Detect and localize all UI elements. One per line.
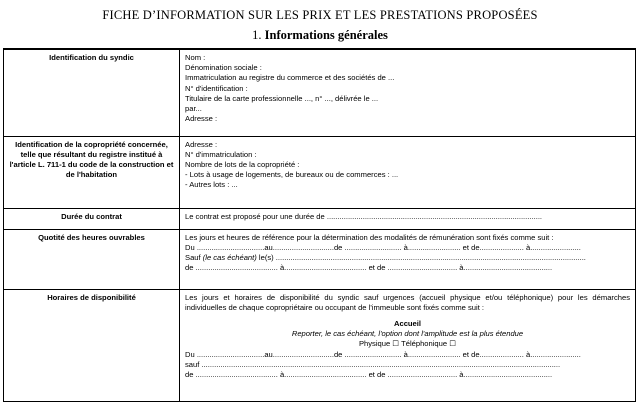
syndic-line: Dénomination sociale :	[185, 63, 262, 73]
label-horaires: Horaires de disponibilité	[4, 289, 180, 401]
horaires-sauf-line: sauf ..........................................................................................................................................................................	[185, 359, 561, 369]
sauf-suffix: le(s) ...................................................................................................................................................	[258, 252, 586, 262]
quotite-intro: Les jours et heures de référence pour la détermination des modalités de rémunération sont fixés comme suit :	[185, 232, 554, 242]
value-syndic	[180, 49, 636, 136]
syndic-line: Nom :	[185, 53, 206, 62]
horaires-days-line: Du ................................au.............................de ........................... à......................... et de..................... à........................	[185, 349, 581, 359]
quotite-days-line: Du ................................au.............................de ........................... à......................... et de..................... à........................	[185, 242, 581, 252]
copro-line: Nombre de lots de la copropriété :	[185, 159, 300, 169]
row-quotite	[4, 229, 636, 289]
value-horaires	[180, 289, 636, 401]
row-duree	[4, 208, 636, 229]
quotite-hours-line: de ....................................... à....................................... et de ................................. à..........................................	[185, 263, 553, 273]
section-number: 1.	[252, 28, 262, 42]
copro-line: N° d'immatriculation :	[185, 149, 257, 159]
accueil-title: Accueil	[393, 318, 421, 328]
label-copro: Identification de la copropriété concernée, telle que résultant du registre institué à l'article L. 711-1 du code de la construction et de l'habitation	[4, 136, 180, 208]
horaires-hours-line: de ....................................... à....................................... et de ................................. à..........................................	[185, 369, 553, 379]
row-copro	[4, 136, 636, 208]
syndic-line: Adresse :	[185, 114, 218, 124]
accueil-note: Reporter, le cas échéant, l'option dont l'amplitude est la plus étendue	[291, 329, 524, 339]
copro-line: - Lots à usage de logements, de bureaux ou de commerces : ...	[185, 170, 399, 180]
section-label: Informations générales	[264, 28, 388, 42]
syndic-line: N° d'identification :	[185, 83, 248, 93]
horaires-intro: Les jours et horaires de disponibilité du syndic sauf urgences (accueil physique et/ou téléphonique) pour les démarches individuelles de chaque copropriétaire ou occupant de l'immeuble sont fixés comme suit :	[185, 292, 630, 312]
row-horaires	[4, 289, 636, 401]
label-quotite: Quotité des heures ouvrables	[4, 229, 180, 289]
duree-text: Le contrat est proposé pour une durée de ......................................................................................................	[185, 211, 543, 221]
quotite-sauf-line	[185, 253, 630, 263]
copro-line: - Autres lots : ...	[185, 180, 238, 190]
sauf-italic: (le cas échéant)	[202, 252, 257, 262]
info-table	[3, 48, 636, 402]
sauf-prefix: Sauf	[185, 252, 201, 262]
label-duree: Durée du contrat	[4, 208, 180, 229]
section-title	[0, 28, 640, 43]
row-syndic	[4, 49, 636, 136]
value-copro	[180, 136, 636, 208]
label-syndic: Identification du syndic	[4, 49, 180, 136]
syndic-line: par...	[185, 104, 202, 114]
syndic-line: Titulaire de la carte professionnelle ..., n° ..., délivrée le ...	[185, 93, 379, 103]
value-quotite	[180, 229, 636, 289]
value-duree	[180, 208, 636, 229]
document-title: FICHE D’INFORMATION SUR LES PRIX ET LES PRESTATIONS PROPOSÉES	[102, 8, 538, 22]
accueil-options: Physique ☐ Téléphonique ☐	[358, 339, 457, 349]
syndic-line: Immatriculation au registre du commerce et des sociétés de ...	[185, 73, 395, 83]
copro-line: Adresse :	[185, 139, 218, 149]
